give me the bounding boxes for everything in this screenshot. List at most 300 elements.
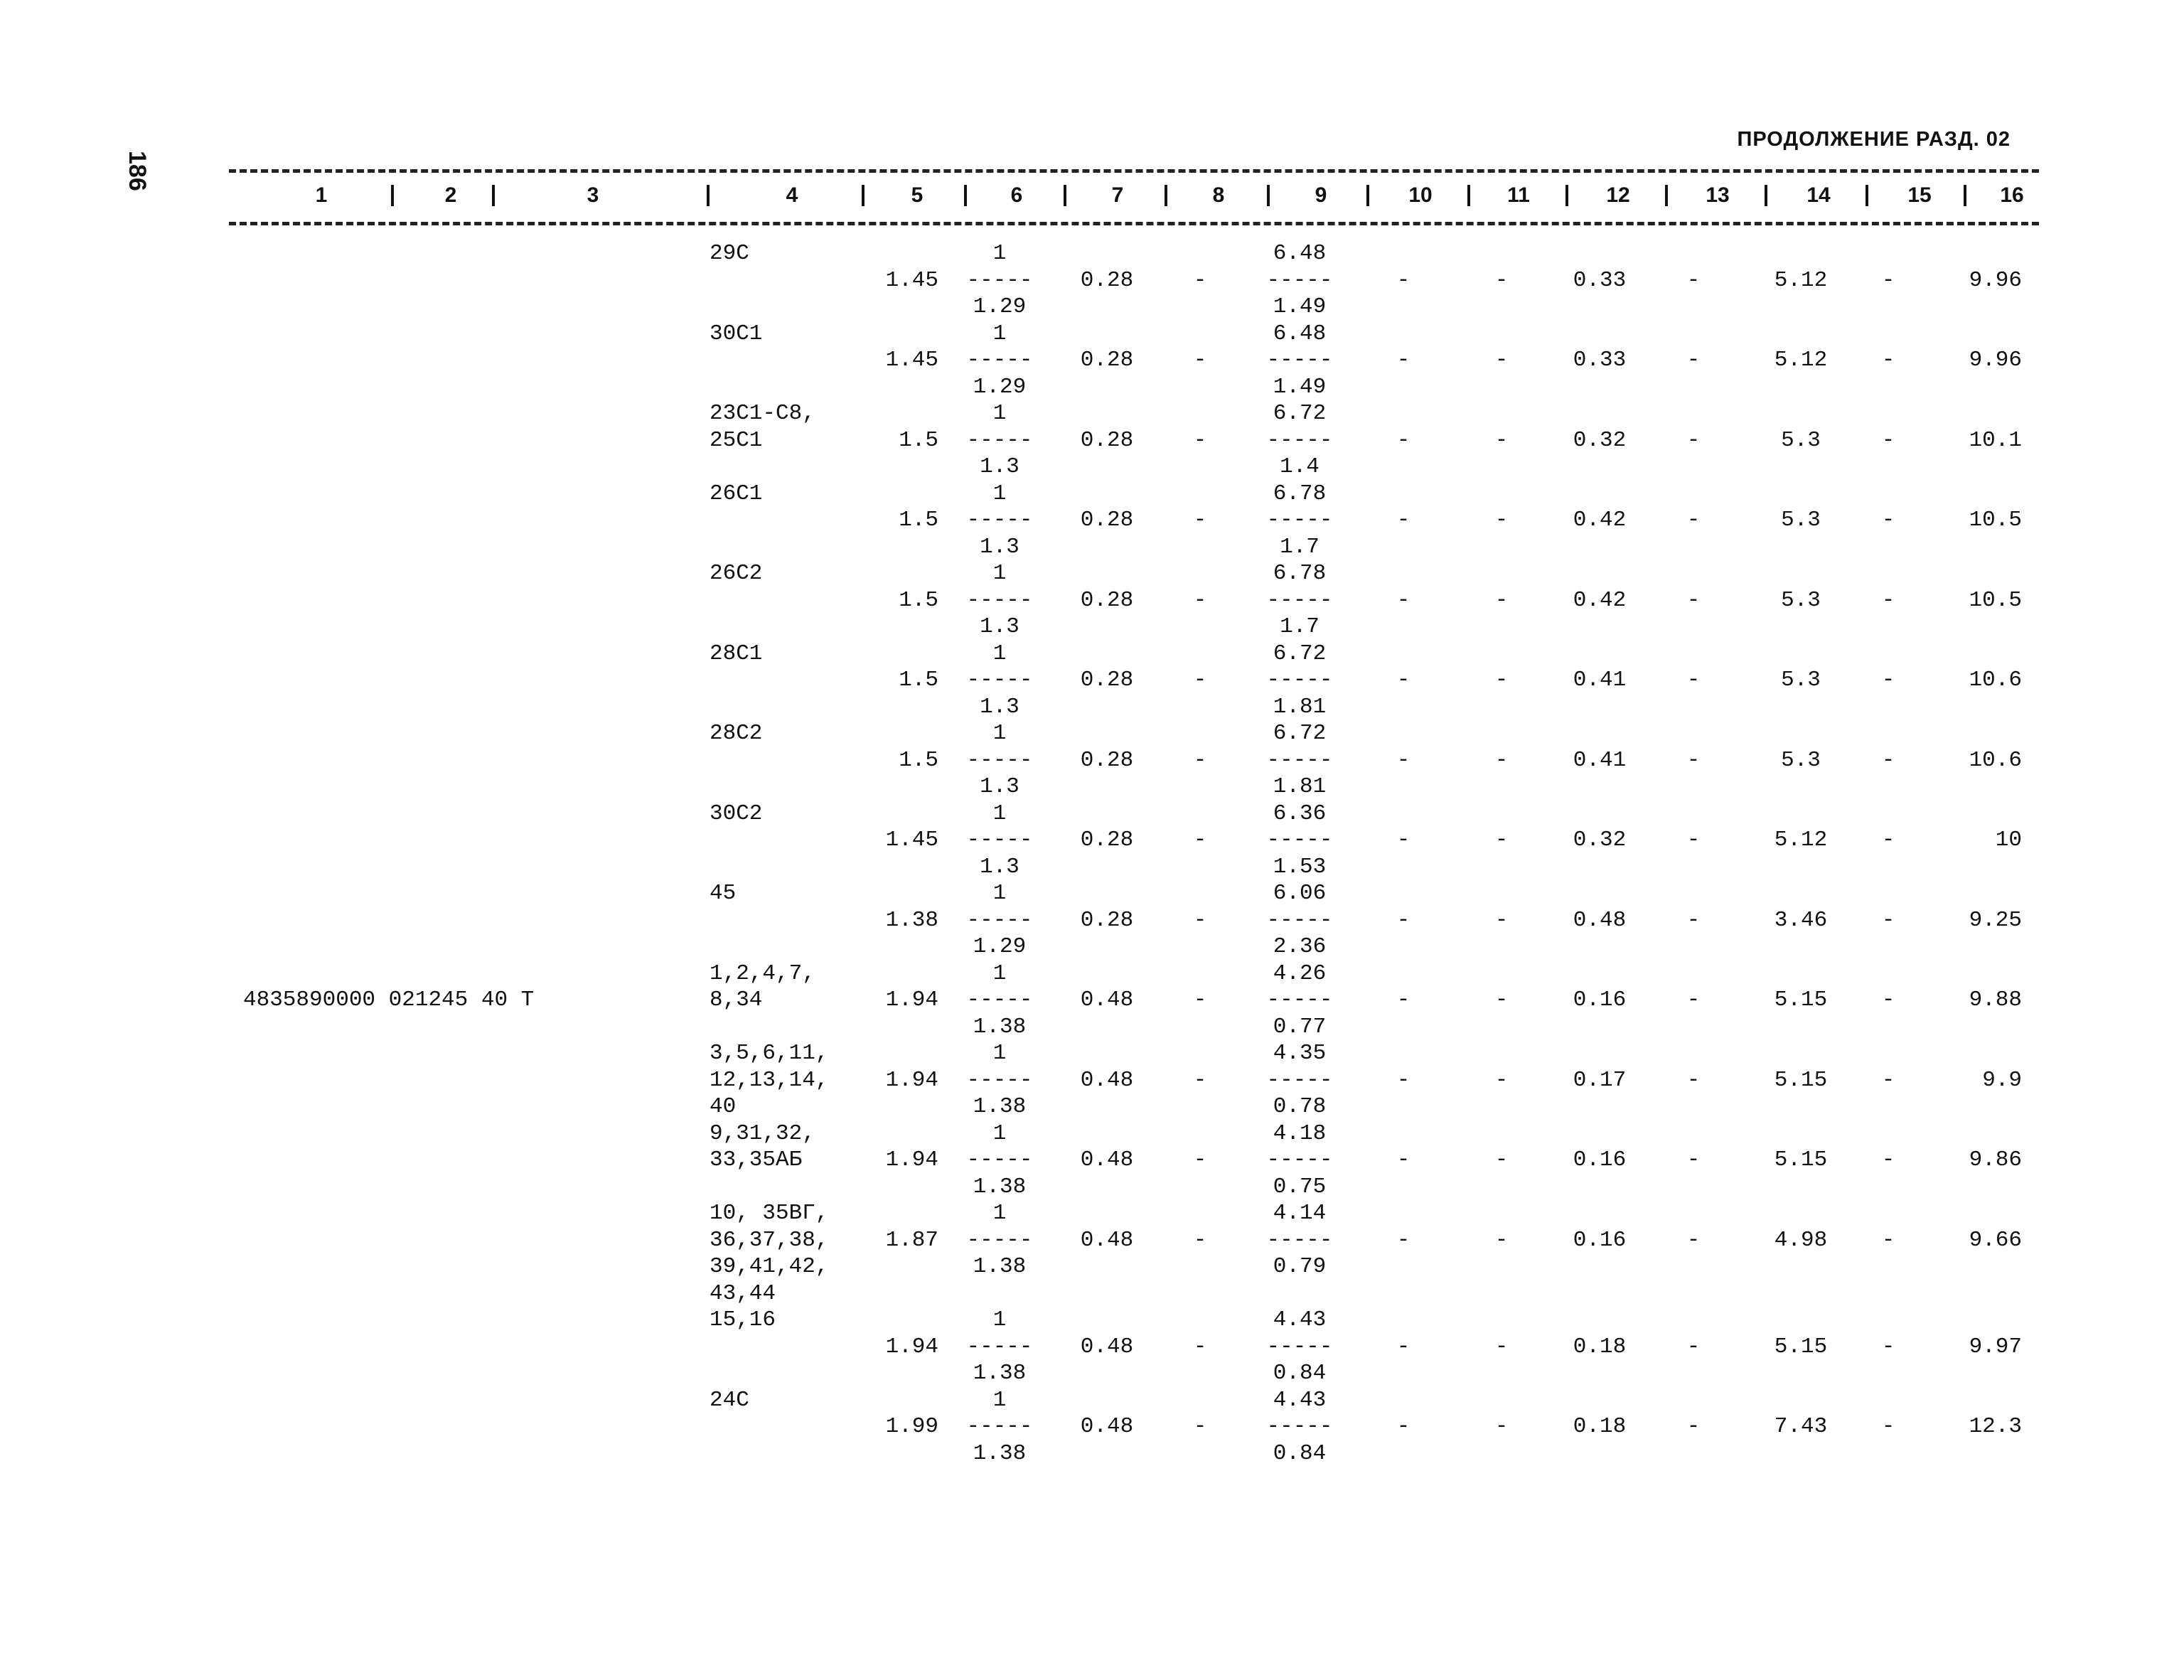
cell-col12: 0.48 bbox=[1573, 907, 1627, 933]
cell-col16: 10.5 bbox=[1969, 508, 2022, 533]
cell-col8: - bbox=[1193, 1147, 1207, 1172]
column-header-13: 13 bbox=[1706, 183, 1730, 207]
cell-col9-fraction: 1.4 bbox=[1280, 454, 1320, 479]
column-header-3: 3 bbox=[587, 183, 599, 207]
cell-col5: 1.38 bbox=[885, 907, 938, 933]
cell-col13: - bbox=[1686, 1227, 1701, 1253]
cell-col6-fraction: 1 bbox=[992, 1120, 1007, 1146]
column-header-5: 5 bbox=[911, 183, 924, 207]
cell-col15: - bbox=[1881, 267, 1895, 293]
cell-col9-fraction: 0.79 bbox=[1273, 1254, 1327, 1279]
cell-col10: - bbox=[1396, 988, 1410, 1012]
row-item-label: 26С2 bbox=[710, 561, 763, 586]
cell-col7: 0.28 bbox=[1080, 427, 1134, 453]
cell-col6-fraction: 1.38 bbox=[973, 1174, 1027, 1199]
cell-col14: 5.15 bbox=[1774, 988, 1828, 1012]
cell-col6-fraction: ----- bbox=[966, 1227, 1033, 1253]
row-item-label: 8,34 bbox=[710, 988, 763, 1012]
cell-col9-fraction: 0.77 bbox=[1273, 1014, 1327, 1039]
cell-col5: 1.94 bbox=[885, 1334, 938, 1359]
cell-col5: 1.5 bbox=[899, 587, 938, 613]
cell-col10: - bbox=[1396, 1414, 1410, 1439]
column-separator bbox=[1064, 185, 1066, 206]
cell-col13: - bbox=[1686, 1147, 1701, 1172]
cell-col11: - bbox=[1494, 668, 1509, 692]
cell-col7: 0.28 bbox=[1080, 348, 1134, 373]
cell-col5: 1.5 bbox=[899, 427, 938, 453]
cell-col9-fraction: ----- bbox=[1266, 747, 1333, 773]
cell-col15: - bbox=[1881, 907, 1895, 933]
cell-col8: - bbox=[1193, 348, 1207, 373]
cell-col15: - bbox=[1881, 988, 1895, 1012]
cell-col6-fraction: 1.29 bbox=[973, 374, 1027, 400]
cell-col5: 1.99 bbox=[885, 1414, 938, 1439]
cell-col9-fraction: 4.43 bbox=[1273, 1387, 1327, 1413]
column-separator bbox=[1366, 185, 1369, 206]
column-header-2: 2 bbox=[444, 183, 457, 207]
cell-col8: - bbox=[1193, 1227, 1207, 1253]
cell-col8: - bbox=[1193, 988, 1207, 1012]
cell-col6-fraction: ----- bbox=[966, 988, 1033, 1012]
cell-col14: 5.3 bbox=[1781, 587, 1821, 613]
cell-col9-fraction: ----- bbox=[1266, 1147, 1333, 1172]
cell-col11: - bbox=[1494, 747, 1509, 773]
cell-col11: - bbox=[1494, 1334, 1509, 1359]
cell-col15: - bbox=[1881, 668, 1895, 692]
cell-col15: - bbox=[1881, 747, 1895, 773]
cell-col14: 7.43 bbox=[1774, 1414, 1828, 1439]
cell-col15: - bbox=[1881, 1067, 1895, 1093]
cell-col6-fraction: 1.3 bbox=[980, 454, 1019, 479]
cell-col13: - bbox=[1686, 747, 1701, 773]
cell-col6-fraction: 1.29 bbox=[973, 294, 1027, 319]
cell-col9-fraction: 0.75 bbox=[1273, 1174, 1327, 1199]
cell-col6-fraction: 1.38 bbox=[973, 1440, 1027, 1466]
cell-col6-fraction: 1.3 bbox=[980, 694, 1019, 719]
cell-col14: 5.3 bbox=[1781, 508, 1821, 533]
column-header-1: 1 bbox=[315, 183, 328, 207]
cell-col10: - bbox=[1396, 348, 1410, 373]
column-separator bbox=[391, 185, 394, 206]
cell-col12: 0.42 bbox=[1573, 587, 1627, 613]
cell-col13: - bbox=[1686, 907, 1701, 933]
row-item-label: 33,35АБ bbox=[710, 1147, 803, 1172]
cell-col5: 1.94 bbox=[885, 988, 938, 1012]
cell-col13: - bbox=[1686, 668, 1701, 692]
cell-col7: 0.48 bbox=[1080, 1067, 1134, 1093]
cell-col9-fraction: ----- bbox=[1266, 587, 1333, 613]
cell-col8: - bbox=[1193, 1067, 1207, 1093]
column-separator bbox=[707, 185, 710, 206]
cell-col16: 9.86 bbox=[1969, 1147, 2022, 1172]
cell-col9-fraction: 6.78 bbox=[1273, 561, 1327, 586]
cell-col6-fraction: ----- bbox=[966, 348, 1033, 373]
cell-col9-fraction: 6.36 bbox=[1273, 801, 1327, 826]
cell-col16: 10.1 bbox=[1969, 427, 2022, 453]
column-header-4: 4 bbox=[786, 183, 798, 207]
cell-col14: 5.3 bbox=[1781, 668, 1821, 692]
cell-col7: 0.28 bbox=[1080, 267, 1134, 293]
cell-col9-fraction: ----- bbox=[1266, 508, 1333, 533]
cell-col13: - bbox=[1686, 587, 1701, 613]
row-item-label: 28С1 bbox=[710, 641, 763, 666]
cell-col8: - bbox=[1193, 828, 1207, 852]
row-item-label: 43,44 bbox=[710, 1280, 776, 1306]
column-header-11: 11 bbox=[1507, 183, 1530, 207]
cell-col6-fraction: 1.3 bbox=[980, 534, 1019, 560]
cell-col6-fraction: 1 bbox=[992, 961, 1007, 986]
cell-col5: 1.94 bbox=[885, 1067, 938, 1093]
cell-col11: - bbox=[1494, 508, 1509, 533]
cell-col6-fraction: 1.38 bbox=[973, 1094, 1027, 1119]
cell-col12: 0.16 bbox=[1573, 1227, 1627, 1253]
cell-col8: - bbox=[1193, 587, 1207, 613]
cell-col16: 9.96 bbox=[1969, 348, 2022, 373]
cell-col6-fraction: ----- bbox=[966, 587, 1033, 613]
row-item-label: 12,13,14, bbox=[710, 1067, 829, 1093]
cell-col6-fraction: 1.38 bbox=[973, 1254, 1027, 1279]
column-separator bbox=[1467, 185, 1470, 206]
cell-col11: - bbox=[1494, 1147, 1509, 1172]
row-item-label: 9,31,32, bbox=[710, 1120, 815, 1146]
cell-col13: - bbox=[1686, 828, 1701, 852]
cell-col6-fraction: 1 bbox=[992, 721, 1007, 746]
cell-col11: - bbox=[1494, 828, 1509, 852]
cell-col11: - bbox=[1494, 1067, 1509, 1093]
table-header-row bbox=[229, 178, 2039, 213]
row-item-label: 45 bbox=[710, 881, 737, 906]
cell-col16: 9.88 bbox=[1969, 988, 2022, 1012]
cell-col10: - bbox=[1396, 1147, 1410, 1172]
cell-col6-fraction: ----- bbox=[966, 508, 1033, 533]
cell-col9-fraction: ----- bbox=[1266, 668, 1333, 692]
column-header-12: 12 bbox=[1606, 183, 1630, 207]
cell-col6-fraction: ----- bbox=[966, 1147, 1033, 1172]
cell-col9-fraction: 4.43 bbox=[1273, 1307, 1327, 1332]
cell-col9-fraction: 1.81 bbox=[1273, 694, 1327, 719]
cell-col5: 1.5 bbox=[899, 747, 938, 773]
cell-col6-fraction: 1.3 bbox=[980, 854, 1019, 879]
cell-col7: 0.28 bbox=[1080, 508, 1134, 533]
cell-col9-fraction: ----- bbox=[1266, 427, 1333, 453]
cell-col13: - bbox=[1686, 267, 1701, 293]
cell-col16: 10.6 bbox=[1969, 747, 2022, 773]
cell-col7: 0.48 bbox=[1080, 1334, 1134, 1359]
cell-col15: - bbox=[1881, 1227, 1895, 1253]
cell-col12: 0.41 bbox=[1573, 747, 1627, 773]
column-separator bbox=[492, 185, 495, 206]
row-item-label: 23С1-С8, bbox=[710, 401, 815, 426]
cell-col14: 4.98 bbox=[1774, 1227, 1828, 1253]
cell-col12: 0.17 bbox=[1573, 1067, 1627, 1093]
cell-col16: 9.96 bbox=[1969, 267, 2022, 293]
cell-col11: - bbox=[1494, 348, 1509, 373]
cell-col15: - bbox=[1881, 1334, 1895, 1359]
cell-col7: 0.28 bbox=[1080, 828, 1134, 852]
cell-col13: - bbox=[1686, 508, 1701, 533]
cell-col10: - bbox=[1396, 1227, 1410, 1253]
cell-col15: - bbox=[1881, 1147, 1895, 1172]
cell-col9-fraction: ----- bbox=[1266, 1067, 1333, 1093]
cell-col9-fraction: 2.36 bbox=[1273, 934, 1327, 959]
cell-col9-fraction: 6.72 bbox=[1273, 721, 1327, 746]
cell-col8: - bbox=[1193, 668, 1207, 692]
cell-col6-fraction: 1 bbox=[992, 1387, 1007, 1413]
cell-col9-fraction: ----- bbox=[1266, 988, 1333, 1012]
cell-col6-fraction: 1 bbox=[992, 1307, 1007, 1332]
cell-col10: - bbox=[1396, 427, 1410, 453]
row-item-label: 29С bbox=[710, 241, 749, 266]
column-separator bbox=[1866, 185, 1868, 206]
cell-col16: 9.9 bbox=[1982, 1067, 2022, 1093]
cell-col9-fraction: ----- bbox=[1266, 1414, 1333, 1439]
cell-col6-fraction: ----- bbox=[966, 1334, 1033, 1359]
cell-col12: 0.16 bbox=[1573, 1147, 1627, 1172]
cell-col9-fraction: ----- bbox=[1266, 267, 1333, 293]
section-title: ПРОДОЛЖЕНИЕ РАЗД. 02 bbox=[1737, 128, 2011, 151]
cell-col9-fraction: 6.06 bbox=[1273, 881, 1327, 906]
column-separator bbox=[1165, 185, 1167, 206]
cell-col6-fraction: ----- bbox=[966, 427, 1033, 453]
cell-col12: 0.41 bbox=[1573, 668, 1627, 692]
column-separator bbox=[964, 185, 967, 206]
cell-col11: - bbox=[1494, 1227, 1509, 1253]
cell-col9-fraction: 6.72 bbox=[1273, 641, 1327, 666]
cell-col6-fraction: ----- bbox=[966, 747, 1033, 773]
cell-col11: - bbox=[1494, 907, 1509, 933]
cell-col14: 5.12 bbox=[1774, 348, 1828, 373]
row-item-label: 10, 35ВГ, bbox=[710, 1201, 829, 1226]
column-separator bbox=[1964, 185, 1966, 206]
cell-col9-fraction: ----- bbox=[1266, 907, 1333, 933]
cell-col7: 0.48 bbox=[1080, 1414, 1134, 1439]
cell-col13: - bbox=[1686, 988, 1701, 1012]
cell-col14: 5.15 bbox=[1774, 1067, 1828, 1093]
row-item-label: 24С bbox=[710, 1387, 749, 1413]
column-header-9: 9 bbox=[1315, 183, 1327, 207]
cell-col6-fraction: 1 bbox=[992, 241, 1007, 266]
cell-col10: - bbox=[1396, 668, 1410, 692]
cell-col14: 5.12 bbox=[1774, 828, 1828, 852]
cell-col9-fraction: 4.35 bbox=[1273, 1041, 1327, 1066]
cell-col9-fraction: 6.78 bbox=[1273, 481, 1327, 506]
cell-col11: - bbox=[1494, 587, 1509, 613]
cell-col7: 0.28 bbox=[1080, 747, 1134, 773]
row-item-label: 40 bbox=[710, 1094, 737, 1119]
cell-col9-fraction: 4.26 bbox=[1273, 961, 1327, 986]
cell-col14: 5.3 bbox=[1781, 747, 1821, 773]
cell-col9-fraction: 0.84 bbox=[1273, 1440, 1327, 1466]
cell-col16: 9.66 bbox=[1969, 1227, 2022, 1253]
cell-col6-fraction: 1 bbox=[992, 561, 1007, 586]
cell-col12: 0.18 bbox=[1573, 1414, 1627, 1439]
cell-col14: 5.15 bbox=[1774, 1334, 1828, 1359]
cell-col11: - bbox=[1494, 427, 1509, 453]
cell-col16: 10.6 bbox=[1969, 668, 2022, 692]
cell-col10: - bbox=[1396, 508, 1410, 533]
cell-col12: 0.32 bbox=[1573, 828, 1627, 852]
cell-col13: - bbox=[1686, 1334, 1701, 1359]
cell-col9-fraction: ----- bbox=[1266, 1334, 1333, 1359]
column-header-10: 10 bbox=[1408, 183, 1433, 207]
cell-col8: - bbox=[1193, 508, 1207, 533]
cell-col8: - bbox=[1193, 747, 1207, 773]
cell-col16: 9.25 bbox=[1969, 907, 2022, 933]
column-header-14: 14 bbox=[1806, 183, 1831, 207]
column-separator bbox=[1565, 185, 1568, 206]
cell-col16: 9.97 bbox=[1969, 1334, 2022, 1359]
header-top-rule bbox=[229, 169, 2039, 173]
column-separator bbox=[1267, 185, 1270, 206]
cell-col6-fraction: ----- bbox=[966, 267, 1033, 293]
row-item-label: 28С2 bbox=[710, 721, 763, 746]
row-item-label: 25С1 bbox=[710, 427, 763, 453]
cell-col9-fraction: 1.49 bbox=[1273, 294, 1327, 319]
cell-col7: 0.28 bbox=[1080, 587, 1134, 613]
cell-col14: 5.12 bbox=[1774, 267, 1828, 293]
cell-col9-fraction: ----- bbox=[1266, 1227, 1333, 1253]
cell-col7: 0.48 bbox=[1080, 988, 1134, 1012]
cell-col12: 0.33 bbox=[1573, 267, 1627, 293]
cell-col6-fraction: 1 bbox=[992, 1041, 1007, 1066]
row-item-label: 36,37,38, bbox=[710, 1227, 829, 1253]
cell-col6-fraction: ----- bbox=[966, 1414, 1033, 1439]
cell-col7: 0.28 bbox=[1080, 907, 1134, 933]
cell-col12: 0.42 bbox=[1573, 508, 1627, 533]
cell-col11: - bbox=[1494, 988, 1509, 1012]
cell-col12: 0.18 bbox=[1573, 1334, 1627, 1359]
cell-col9-fraction: 6.48 bbox=[1273, 321, 1327, 346]
row-item-label: 39,41,42, bbox=[710, 1254, 829, 1279]
cell-col11: - bbox=[1494, 1414, 1509, 1439]
column-header-16: 16 bbox=[2000, 183, 2024, 207]
cell-col9-fraction: 4.14 bbox=[1273, 1201, 1327, 1226]
cell-col6-fraction: 1 bbox=[992, 481, 1007, 506]
cell-col6-fraction: 1.3 bbox=[980, 774, 1019, 799]
cell-col5: 1.87 bbox=[885, 1227, 938, 1253]
cell-col13: - bbox=[1686, 1414, 1701, 1439]
cell-col15: - bbox=[1881, 587, 1895, 613]
cell-col9-fraction: 6.72 bbox=[1273, 401, 1327, 426]
cell-col16: 10.5 bbox=[1969, 587, 2022, 613]
cell-col6-fraction: 1.38 bbox=[973, 1361, 1027, 1386]
cell-col6-fraction: 1.29 bbox=[973, 934, 1027, 959]
cell-col14: 5.3 bbox=[1781, 427, 1821, 453]
cell-col9-fraction: 1.53 bbox=[1273, 854, 1327, 879]
cell-col12: 0.32 bbox=[1573, 427, 1627, 453]
cell-col6-fraction: 1 bbox=[992, 401, 1007, 426]
cell-col5: 1.45 bbox=[885, 348, 938, 373]
cell-col15: - bbox=[1881, 508, 1895, 533]
cell-col6-fraction: ----- bbox=[966, 668, 1033, 692]
cell-col13: - bbox=[1686, 348, 1701, 373]
column-header-8: 8 bbox=[1212, 183, 1225, 207]
cell-col10: - bbox=[1396, 828, 1410, 852]
cell-col10: - bbox=[1396, 747, 1410, 773]
cell-col15: - bbox=[1881, 348, 1895, 373]
cell-col8: - bbox=[1193, 267, 1207, 293]
cell-col7: 0.28 bbox=[1080, 668, 1134, 692]
row-item-label: 30С1 bbox=[710, 321, 763, 346]
cell-col10: - bbox=[1396, 1067, 1410, 1093]
cell-col8: - bbox=[1193, 907, 1207, 933]
row-item-label: 26С1 bbox=[710, 481, 763, 506]
cell-col6-fraction: 1.38 bbox=[973, 1014, 1027, 1039]
cell-col8: - bbox=[1193, 1334, 1207, 1359]
cell-col6-fraction: 1 bbox=[992, 881, 1007, 906]
cell-col13: - bbox=[1686, 1067, 1701, 1093]
cell-col6-fraction: ----- bbox=[966, 828, 1033, 852]
cell-col10: - bbox=[1396, 907, 1410, 933]
column-separator bbox=[1765, 185, 1767, 206]
cell-col9-fraction: 4.18 bbox=[1273, 1120, 1327, 1146]
column-header-7: 7 bbox=[1111, 183, 1124, 207]
cell-col8: - bbox=[1193, 1414, 1207, 1439]
cell-col10: - bbox=[1396, 587, 1410, 613]
cell-col9-fraction: ----- bbox=[1266, 348, 1333, 373]
cell-col6-fraction: 1 bbox=[992, 641, 1007, 666]
cell-col12: 0.16 bbox=[1573, 988, 1627, 1012]
row-item-label: 1,2,4,7, bbox=[710, 961, 815, 986]
cell-col12: 0.33 bbox=[1573, 348, 1627, 373]
column-separator bbox=[1665, 185, 1668, 206]
cell-col9-fraction: 0.78 bbox=[1273, 1094, 1327, 1119]
cell-col8: - bbox=[1193, 427, 1207, 453]
row-item-label: 15,16 bbox=[710, 1307, 776, 1332]
cell-col15: - bbox=[1881, 828, 1895, 852]
cell-col9-fraction: 1.7 bbox=[1280, 534, 1320, 560]
cell-col9-fraction: 1.49 bbox=[1273, 374, 1327, 400]
column-header-6: 6 bbox=[1010, 183, 1023, 207]
cell-col5: 1.5 bbox=[899, 508, 938, 533]
cell-col6-fraction: 1 bbox=[992, 1201, 1007, 1226]
cell-col10: - bbox=[1396, 267, 1410, 293]
cell-col5: 1.94 bbox=[885, 1147, 938, 1172]
cell-col9-fraction: 1.81 bbox=[1273, 774, 1327, 799]
cell-col6-fraction: ----- bbox=[966, 907, 1033, 933]
cell-col7: 0.48 bbox=[1080, 1227, 1134, 1253]
cell-col5: 1.45 bbox=[885, 267, 938, 293]
cell-col16: 10 bbox=[1995, 828, 2022, 852]
cell-col14: 5.15 bbox=[1774, 1147, 1828, 1172]
cell-col14: 3.46 bbox=[1774, 907, 1828, 933]
cell-col9-fraction: 6.48 bbox=[1273, 241, 1327, 266]
cell-col15: - bbox=[1881, 427, 1895, 453]
cell-col9-fraction: 1.7 bbox=[1280, 614, 1320, 639]
cell-col6-fraction: ----- bbox=[966, 1067, 1033, 1093]
cell-col11: - bbox=[1494, 267, 1509, 293]
cell-col16: 12.3 bbox=[1969, 1414, 2022, 1439]
column-separator bbox=[862, 185, 864, 206]
cell-col6-fraction: 1.3 bbox=[980, 614, 1019, 639]
row-item-label: 30С2 bbox=[710, 801, 763, 826]
cell-col9-fraction: 0.84 bbox=[1273, 1361, 1327, 1386]
cell-col6-fraction: 1 bbox=[992, 801, 1007, 826]
header-bottom-rule bbox=[229, 222, 2039, 225]
cell-col5: 1.5 bbox=[899, 668, 938, 692]
cell-col9-fraction: ----- bbox=[1266, 828, 1333, 852]
row-item-label: 3,5,6,11, bbox=[710, 1041, 829, 1066]
row-code: 4835890000 021245 40 Т bbox=[243, 988, 535, 1012]
cell-col13: - bbox=[1686, 427, 1701, 453]
column-header-15: 15 bbox=[1907, 183, 1932, 207]
cell-col5: 1.45 bbox=[885, 828, 938, 852]
cell-col7: 0.48 bbox=[1080, 1147, 1134, 1172]
cell-col6-fraction: 1 bbox=[992, 321, 1007, 346]
cell-col10: - bbox=[1396, 1334, 1410, 1359]
page-number: 186 bbox=[124, 151, 151, 191]
cell-col15: - bbox=[1881, 1414, 1895, 1439]
